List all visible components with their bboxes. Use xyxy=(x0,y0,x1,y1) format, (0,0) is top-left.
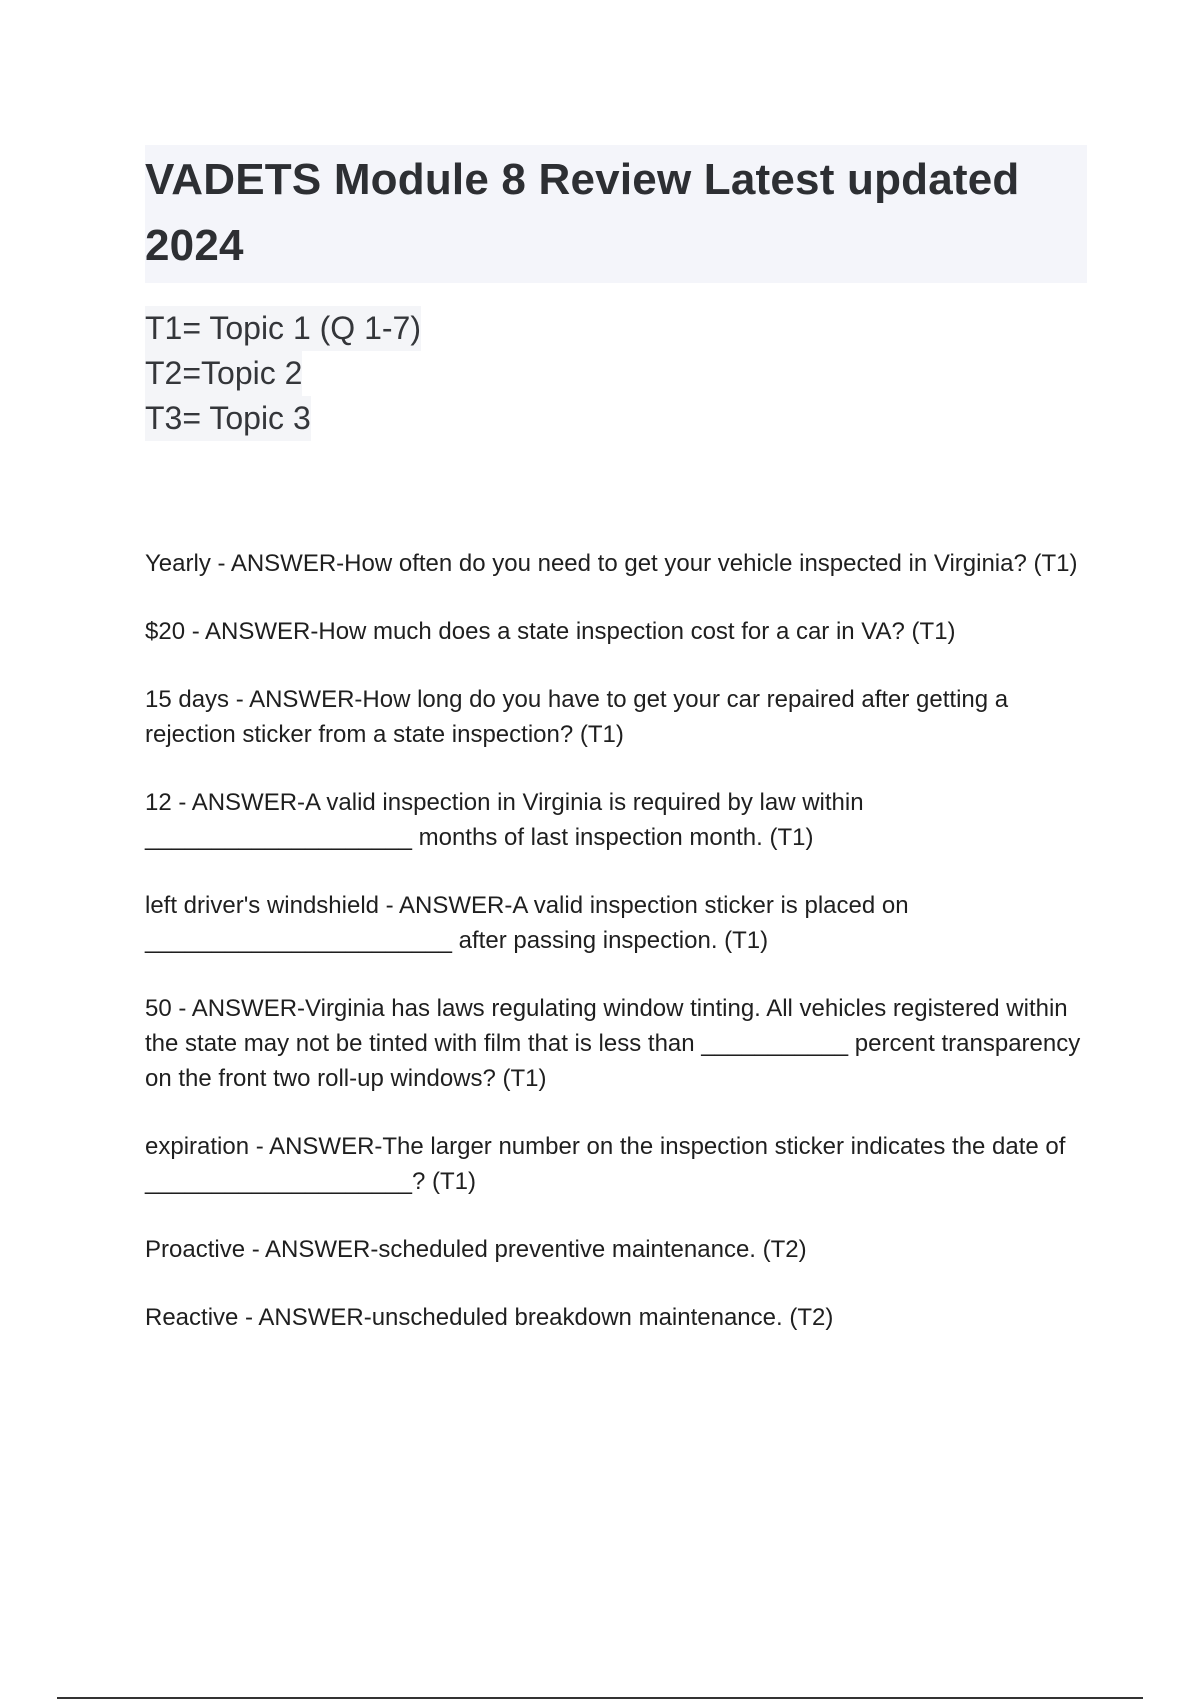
qa-item: $20 - ANSWER-How much does a state inspection cost for a car in VA? (T1) xyxy=(145,618,956,645)
document-title: VADETS Module 8 Review Latest updated 2024 xyxy=(145,155,1020,270)
footer-divider xyxy=(57,1697,1143,1699)
topic-line-3: T3= Topic 3 xyxy=(145,396,311,441)
qa-list xyxy=(145,546,1090,1368)
qa-item: 15 days - ANSWER-How long do you have to get your car repaired after getting a rejection sticker from a state inspection? (T1) xyxy=(145,686,1015,748)
topic-legend xyxy=(145,306,421,441)
qa-item: left driver's windshield - ANSWER-A valid inspection sticker is placed on _______________________ after passing inspection. (T1) xyxy=(145,892,909,954)
qa-item: Reactive - ANSWER-unscheduled breakdown maintenance. (T2) xyxy=(145,1304,834,1331)
title-block xyxy=(145,145,1087,283)
topic-line-1: T1= Topic 1 (Q 1-7) xyxy=(145,306,421,351)
qa-item: 12 - ANSWER-A valid inspection in Virginia is required by law within ____________________ months of last inspection month. (T1) xyxy=(145,789,864,851)
qa-item: Yearly - ANSWER-How often do you need to get your vehicle inspected in Virginia? (T1) xyxy=(145,550,1078,577)
qa-item: Proactive - ANSWER-scheduled preventive maintenance. (T2) xyxy=(145,1236,807,1263)
qa-item: expiration - ANSWER-The larger number on the inspection sticker indicates the date of ____________________? (T1) xyxy=(145,1133,1073,1195)
topic-line-2: T2=Topic 2 xyxy=(145,351,302,396)
qa-item: 50 - ANSWER-Virginia has laws regulating window tinting. All vehicles registered within the state may not be tinted with film that is less than ___________ percent transparency on the front two roll-up windows? (T1) xyxy=(145,995,1087,1092)
